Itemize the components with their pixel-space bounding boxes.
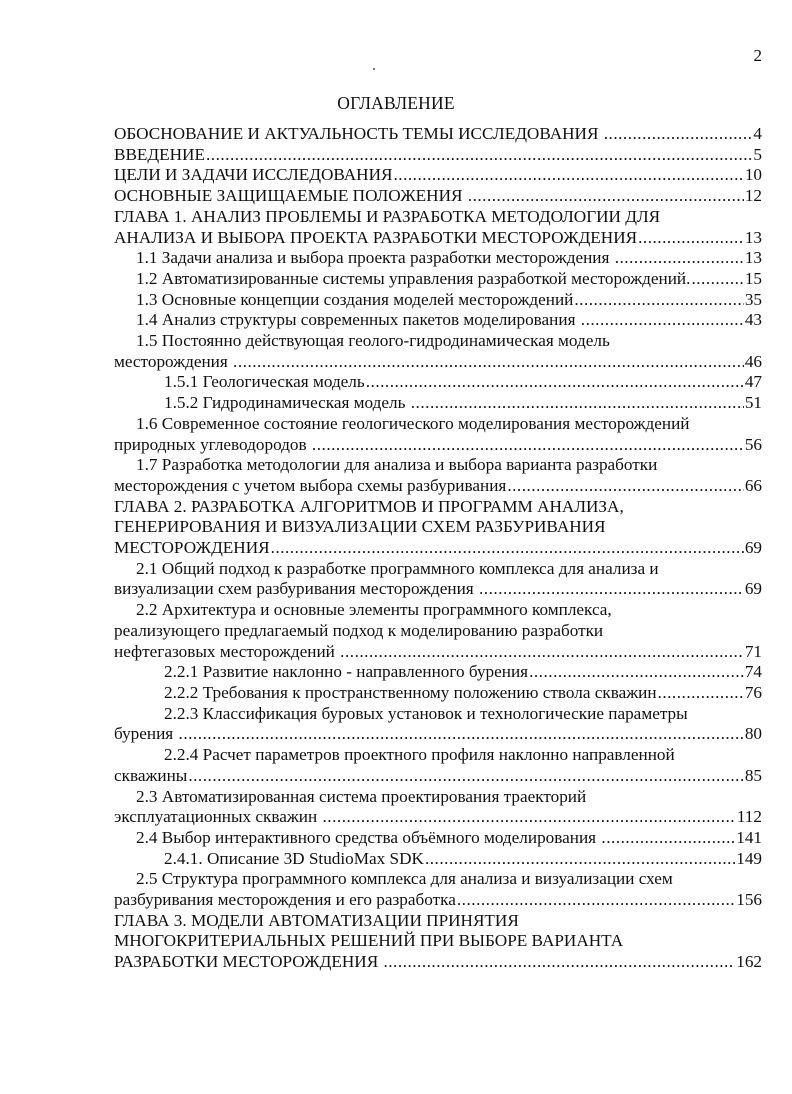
toc-entry-text: бурения — [114, 724, 178, 744]
toc-page-number: 71 — [744, 641, 762, 661]
toc-page-number: 12 — [744, 186, 762, 206]
dot-leader — [271, 538, 744, 559]
toc-entry-text: 2.2 Архитектура и основные элементы программного комплекса, — [136, 600, 612, 620]
dot-leader — [691, 269, 743, 290]
toc-entry[interactable] — [114, 828, 762, 849]
toc-entry-text: 1.1 Задачи анализа и выбора проекта разработки месторождения — [136, 248, 614, 268]
dot-leader — [323, 807, 736, 828]
toc-entry-text: ГЛАВА 2. РАЗРАБОТКА АЛГОРИТМОВ И ПРОГРАММ АНАЛИЗА, — [114, 496, 624, 516]
toc-entry[interactable] — [114, 248, 762, 269]
toc-title: ОГЛАВЛЕНИЕ — [337, 93, 455, 113]
toc-entry[interactable] — [114, 600, 762, 662]
toc-entry-text: 1.2 Автоматизированные системы управления разработкой месторождений. — [136, 268, 691, 288]
toc-page-number: 112 — [736, 807, 762, 827]
dot-leader — [366, 372, 744, 393]
toc-entry-text: 2.2.3 Классификация буровых установок и технологические параметры — [164, 703, 688, 723]
toc-page-number: 162 — [736, 952, 762, 972]
dot-leader — [179, 724, 744, 745]
dot-leader — [312, 435, 744, 456]
toc-entry-text: 2.1 Общий подход к разработке программного комплекса для анализа и — [136, 558, 659, 578]
toc-entry-text: природных углеводородов — [114, 434, 311, 454]
toc-entry[interactable] — [114, 683, 762, 704]
toc-page-number: 74 — [744, 662, 762, 682]
toc-entry[interactable] — [114, 787, 762, 828]
page-number: 2 — [753, 46, 762, 65]
dot-leader — [206, 145, 752, 166]
toc-page-number: 46 — [744, 351, 762, 371]
toc-entry-text: ОСНОВНЫЕ ЗАЩИЩАЕМЫЕ ПОЛОЖЕНИЯ — [114, 186, 467, 206]
toc-page-number: 80 — [744, 724, 762, 744]
toc-entry-text: разбуривания месторождения и его разработка — [114, 890, 456, 910]
toc-page-number: 10 — [744, 165, 762, 185]
dot-leader — [658, 683, 744, 704]
toc-page-number: 156 — [736, 890, 762, 910]
toc-entry[interactable] — [114, 497, 762, 559]
toc-entry[interactable] — [114, 662, 762, 683]
toc-entry[interactable] — [114, 290, 762, 311]
toc-entry-text: 1.5 Постоянно действующая геолого-гидродинамическая модель — [136, 331, 610, 351]
dot-leader — [601, 828, 735, 849]
toc-page-number: 51 — [744, 393, 762, 413]
dot-leader — [383, 952, 735, 973]
table-of-contents — [114, 124, 762, 973]
toc-entry-text: 1.3 Основные концепции создания моделей месторождений — [136, 289, 574, 309]
toc-entry-text: АНАЛИЗА И ВЫБОРА ПРОЕКТА РАЗРАБОТКИ МЕСТОРОЖДЕНИЯ — [114, 227, 638, 247]
toc-entry[interactable] — [114, 869, 762, 910]
toc-entry-text: 1.6 Современное состояние геологического моделирования месторождений — [136, 413, 690, 433]
toc-entry[interactable] — [114, 186, 762, 207]
toc-entry-text: 2.2.1 Развитие наклонно - направленного бурения — [164, 662, 529, 682]
dot-leader — [574, 290, 743, 311]
toc-entry-text: 1.5.2 Гидродинамическая модель — [164, 393, 410, 413]
dot-leader — [468, 186, 744, 207]
toc-page-number: 47 — [744, 372, 762, 392]
toc-entry-text: месторождения с учетом выбора схемы разбуривания — [114, 475, 507, 495]
toc-entry[interactable] — [114, 145, 762, 166]
toc-entry[interactable] — [114, 559, 762, 600]
toc-entry[interactable] — [114, 849, 762, 870]
toc-page-number: 149 — [736, 848, 762, 868]
toc-entry[interactable] — [114, 124, 762, 145]
toc-entry-text: ГЕНЕРИРОВАНИЯ И ВИЗУАЛИЗАЦИИ СХЕМ РАЗБУРИВАНИЯ — [114, 517, 606, 537]
toc-entry[interactable] — [114, 310, 762, 331]
toc-page-number: 85 — [744, 765, 762, 785]
toc-entry-text: 2.2.2 Требования к пространственному положению ствола скважин — [164, 682, 657, 702]
dot-leader — [393, 165, 743, 186]
toc-entry-text: месторождения — [114, 351, 233, 371]
toc-page-number: 141 — [736, 827, 762, 847]
dot-leader — [507, 476, 744, 497]
toc-entry-text: 2.5 Структура программного комплекса для анализа и визуализации схем — [136, 869, 673, 889]
dot-leader — [479, 579, 744, 600]
toc-entry-text: 2.4.1. Описание 3D StudioMax SDK — [164, 848, 424, 868]
dot-leader — [457, 890, 735, 911]
toc-entry[interactable] — [114, 331, 762, 372]
toc-entry[interactable] — [114, 745, 762, 786]
toc-page-number: 13 — [744, 227, 762, 247]
scan-speck — [373, 68, 375, 70]
toc-entry-text: РАЗРАБОТКИ МЕСТОРОЖДЕНИЯ — [114, 952, 383, 972]
toc-entry-text: МНОГОКРИТЕРИАЛЬНЫХ РЕШЕНИЙ ПРИ ВЫБОРЕ ВАРИАНТА — [114, 931, 624, 951]
dot-leader — [581, 310, 744, 331]
dot-leader — [604, 124, 753, 145]
toc-entry[interactable] — [114, 372, 762, 393]
toc-entry[interactable] — [114, 269, 762, 290]
toc-entry-text: ВВЕДЕНИЕ — [114, 144, 205, 164]
toc-page-number: 35 — [744, 289, 762, 309]
toc-page-number: 15 — [744, 268, 762, 288]
dot-leader — [233, 352, 744, 373]
toc-entry-text: ЦЕЛИ И ЗАДАЧИ ИССЛЕДОВАНИЯ — [114, 165, 393, 185]
toc-entry[interactable] — [114, 455, 762, 496]
toc-entry-text: визуализации схем разбуривания месторождения — [114, 579, 478, 599]
toc-page-number: 4 — [753, 124, 762, 143]
toc-entry-text: ГЛАВА 1. АНАЛИЗ ПРОБЛЕМЫ И РАЗРАБОТКА МЕТОДОЛОГИИ ДЛЯ — [114, 206, 661, 226]
dot-leader — [188, 766, 743, 787]
toc-entry-text: 1.7 Разработка методологии для анализа и выбора варианта разработки — [136, 455, 658, 475]
dot-leader — [638, 228, 744, 249]
toc-entry-text: эксплуатационных скважин — [114, 807, 322, 827]
toc-entry-text: 2.2.4 Расчет параметров проектного профиля наклонно направленной — [164, 745, 675, 765]
dot-leader — [425, 849, 735, 870]
toc-entry-text: ОБОСНОВАНИЕ И АКТУАЛЬНОСТЬ ТЕМЫ ИССЛЕДОВАНИЯ — [114, 124, 603, 143]
dot-leader — [615, 248, 744, 269]
toc-page-number: 5 — [753, 144, 762, 164]
toc-entry-text: скважины — [114, 765, 188, 785]
toc-entry-text: 1.5.1 Геологическая модель — [164, 372, 365, 392]
toc-page-number: 56 — [744, 434, 762, 454]
toc-entry[interactable] — [114, 911, 762, 973]
toc-page-number: 69 — [744, 538, 762, 558]
toc-entry-text: нефтегазовых месторождений — [114, 641, 340, 661]
toc-entry-text: реализующего предлагаемый подход к моделированию разработки — [114, 620, 604, 640]
toc-entry[interactable] — [114, 704, 762, 745]
toc-entry-text: 2.4 Выбор интерактивного средства объёмного моделирования — [136, 827, 601, 847]
toc-entry-text: МЕСТОРОЖДЕНИЯ — [114, 538, 270, 558]
toc-entry[interactable] — [114, 414, 762, 455]
toc-page-number: 66 — [744, 475, 762, 495]
toc-entry[interactable] — [114, 207, 762, 248]
dot-leader — [529, 662, 744, 683]
toc-page-number: 13 — [744, 248, 762, 268]
toc-entry-text: 2.3 Автоматизированная система проектирования траекторий — [136, 786, 587, 806]
toc-entry-text: ГЛАВА 3. МОДЕЛИ АВТОМАТИЗАЦИИ ПРИНЯТИЯ — [114, 910, 519, 930]
toc-entry-text: 1.4 Анализ структуры современных пакетов моделирования — [136, 310, 580, 330]
toc-page-number: 43 — [744, 310, 762, 330]
toc-page-number: 76 — [744, 682, 762, 702]
dot-leader — [340, 642, 744, 663]
toc-entry[interactable] — [114, 393, 762, 414]
toc-page-number: 69 — [744, 579, 762, 599]
toc-entry[interactable] — [114, 165, 762, 186]
dot-leader — [411, 393, 744, 414]
